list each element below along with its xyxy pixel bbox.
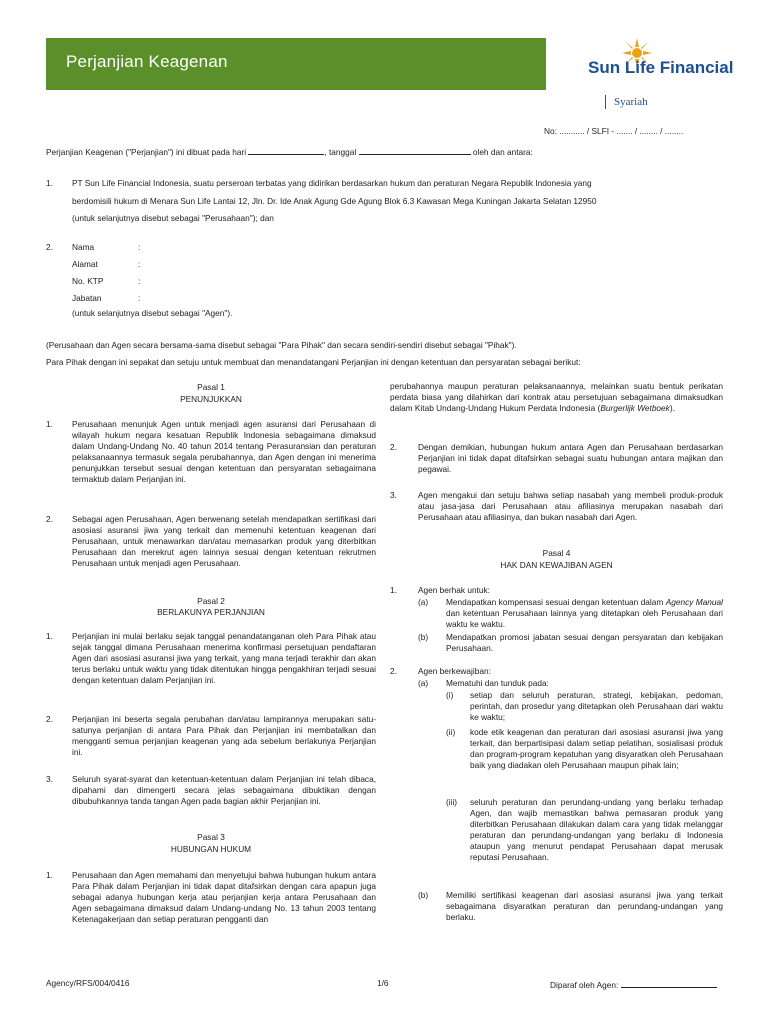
logo-wordmark: Sun Life Financial bbox=[588, 58, 734, 77]
pasal3-item-text: Perusahaan dan Agen memahami dan menyetujui bahwa hubungan hukum antara Para Pihak dalam Perjanjian ini tidak dapat ditafsirkan dengan cara apapun juga sebagai adanya hubungan kerja atau perjanjian kerja antara Perusahaan dan Agen sebagaimana dimaksud dalam Undang-undang No. 13 tahun 2003 tentang Ketenagakerjaan dan setiap peraturan pengganti dan bbox=[72, 870, 376, 924]
party2-field-label: Jabatan bbox=[72, 293, 102, 303]
pasal2-subtitle: BERLAKUNYA PERJANJIAN bbox=[157, 607, 265, 617]
pasal4-sub-text: Memiliki sertifikasi keagenan dari asosiasi asuransi jiwa yang terkait sebagaimana disyaratkan peraturan dan perundang-undangan yang berlaku. bbox=[446, 890, 723, 922]
pasal2-item-number: 3. bbox=[46, 774, 53, 784]
pasal4-subitem-text: kode etik keagenan dan peraturan dari asosiasi asuransi jiwa yang terkait, dan berpartisipasi dalam setiap pelatihan, sosialisasi produk dan program-program kepatuhan yang disyaratkan oleh Perusahaan baik yang diadakan oleh Perusahaan maupun pihak lain; bbox=[470, 727, 723, 770]
footer-reference: Agency/RFS/004/0416 bbox=[46, 978, 130, 988]
pasal4-sub-a-post: dan ketentuan Perusahaan lainnya yang ditetapkan oleh Perusahaan dari waktu ke waktu. bbox=[446, 608, 723, 629]
pasal4-sub-label: (b) bbox=[418, 632, 429, 642]
pasal4-item-number: 1. bbox=[390, 585, 397, 595]
pasal3-cont-post: ). bbox=[669, 403, 675, 413]
pasal1-title: Pasal 1 bbox=[197, 382, 225, 392]
agent-initial-blank bbox=[621, 978, 717, 988]
pasal1-item-text: Sebagai agen Perusahaan, Agen berwenang setelah mendapatkan sertifikasi dari asosiasi asuransi jiwa yang terkait dan memenuhi ketentuan keagenan dari Perusahaan, untuk menawarkan dan/atau memasarkan produk yang diterbitkan Perusahaan dan merekrut agen lainnya sesuai dengan ketentuan rekrutmen Perusahaan untuk menjadi agen Perusahaan. bbox=[72, 514, 376, 568]
party1-line2: berdomisili hukum di Menara Sun Life Lantai 12, Jln. Dr. Ide Anak Agung Gde Agung Blok 6.3 Kawasan Mega Kuningan Jakarta Selatan 12950 bbox=[72, 196, 597, 206]
pasal3-item-number: 1. bbox=[46, 870, 53, 880]
pasal2-item-text: Perjanjian ini mulai berlaku sejak tanggal penandatanganan oleh Para Pihak atau sejak tanggal dimana Perusahaan menerima konfirmasi persetujuan pendaftaran Agen dari asosiasi asuransi jiwa yang terkait, yang mana terjadi terakhir dan akan terus berlaku untuk waktu yang tidak ditentukan hingga pengakhiran terjadi sesuai dengan ketentuan dalam Perjanjian ini. bbox=[72, 631, 376, 685]
party2-field-label: No. KTP bbox=[72, 276, 104, 286]
pasal4-subitem-number: (ii) bbox=[446, 727, 456, 737]
pasal3-item-number: 3. bbox=[390, 490, 397, 500]
day-blank bbox=[248, 145, 324, 155]
header-banner bbox=[46, 38, 546, 90]
party1-line3: (untuk selanjutnya disebut sebagai "Perusahaan"); dan bbox=[72, 213, 274, 223]
document-title: Perjanjian Keagenan bbox=[66, 52, 228, 71]
pasal2-title: Pasal 2 bbox=[197, 596, 225, 606]
party2-field-colon: : bbox=[138, 276, 141, 286]
pasal2-item-text: Perjanjian ini beserta segala perubahan dan/atau lampirannya merupakan satu-satunya perjanjian di antara Para Pihak dan Perjanjian ini membatalkan dan mengganti semua perjanjian keagenan yang ada sebelum berlakunya Perjanjian ini. bbox=[72, 714, 376, 757]
pasal4-subitem-text: seluruh peraturan dan perundang-undang yang berlaku terhadap Agen, dan wajib memastikan bahwa pemasaran produk yang diterbitkan Perusahaan dilakukan dalam cara yang tidak melanggar peraturan dan perundang-undangan yang berlaku di Indonesia ataupun yang menurut pendapat Perusahaan dapat merusak reputasi Perusahaan. bbox=[470, 797, 723, 862]
pasal3-title: Pasal 3 bbox=[197, 832, 225, 842]
pasal4-subitem-number: (iii) bbox=[446, 797, 458, 807]
pasal4-sub-a-italic: Agency Manual bbox=[665, 597, 723, 607]
pasal2-item-number: 2. bbox=[46, 714, 53, 724]
party2-field-label: Nama bbox=[72, 242, 95, 252]
intro-line bbox=[46, 145, 726, 158]
pasal3-subtitle: HUBUNGAN HUKUM bbox=[170, 844, 252, 854]
pasal4-sub-text bbox=[446, 597, 723, 630]
pasal3-item-text: Dengan demikian, hubungan hukum antara Agen dan Perusahaan berdasarkan Perjanjian ini tidak dapat ditafsirkan sebagai suatu hubungan antara majikan dan pegawai. bbox=[418, 442, 723, 474]
party2-field-colon: : bbox=[138, 259, 141, 269]
date-blank bbox=[359, 145, 471, 155]
parties-note: (Perusahaan dan Agen secara bersama-sama disebut sebagai "Para Pihak" dan secara sendiri-sendiri disebut sebagai "Pihak"). bbox=[46, 340, 517, 350]
party2-field-colon: : bbox=[138, 242, 141, 252]
document-number: No: ........... / SLFI - ....... / ........ / ........ bbox=[544, 126, 684, 136]
pasal1-item-text: Perusahaan menunjuk Agen untuk menjadi agen asuransi dari Perusahaan di wilayah hukum negara kesatuan Republik Indonesia sebagaimana dimaksud dalam Undang-Undang No. 40 tahun 2014 tentang Perasuransian dan peraturan pelaksanaannya termasuk segala perubahannya, dan Agen dengan ini menerima penunjukkan tersebut sesuai dengan ketentuan dan persyaratan sebagaimana termaktub dalam Perjanjian ini. bbox=[72, 419, 376, 484]
pasal2-item-text: Seluruh syarat-syarat dan ketentuan-ketentuan dalam Perjanjian ini telah dibaca, dipahami dan dimengerti secara jelas sebagaimana dibuktikan dengan dibubuhkannya tanda tangan Agen pada bagian akhir Perjanjian ini. bbox=[72, 774, 376, 806]
intro-middle: , tanggal bbox=[324, 147, 357, 157]
pasal1-subtitle: PENUNJUKKAN bbox=[180, 394, 242, 404]
pasal4-title: Pasal 4 bbox=[542, 548, 571, 558]
pasal2-item-number: 1. bbox=[46, 631, 53, 641]
pasal4-sub-label: (b) bbox=[418, 890, 429, 900]
pasal4-subtitle: HAK DAN KEWAJIBAN AGEN bbox=[500, 560, 613, 570]
intro-before: Perjanjian Keagenan ("Perjanjian") ini dibuat pada hari bbox=[46, 147, 247, 157]
logo-syariah: Syariah bbox=[605, 95, 648, 109]
pasal4-subitem-number: (i) bbox=[446, 690, 454, 700]
agent-initial-label: Diparaf oleh Agen: bbox=[550, 980, 619, 990]
pasal4-sub-label: (a) bbox=[418, 678, 429, 688]
pasal4-sub-text: Mendapatkan promosi jabatan sesuai dengan persyaratan dan kebijakan Perusahaan. bbox=[446, 632, 723, 653]
pasal3-item-text: Agen mengakui dan setuju bahwa setiap nasabah yang membeli produk-produk atau jasa-jasa dari Perusahaan atau afiliasinya merupakan nasabah dari Perusahaan atau afiliasinya, dan bukan nasabah dari Agen. bbox=[418, 490, 723, 522]
party2-number: 2. bbox=[46, 242, 53, 252]
party2-field-colon: : bbox=[138, 293, 141, 303]
party1-number: 1. bbox=[46, 178, 53, 188]
party2-note: (untuk selanjutnya disebut sebagai "Agen"). bbox=[72, 308, 233, 318]
party2-field-label: Alamat bbox=[72, 259, 98, 269]
pasal3-item-number: 2. bbox=[390, 442, 397, 452]
intro-after: oleh dan antara: bbox=[472, 147, 533, 157]
page-number: 1/6 bbox=[377, 978, 389, 988]
pasal4-subitem-text: setiap dan seluruh peraturan, strategi, kebijakan, pedoman, perintah, dan prosedur yang ditetapkan oleh Perusahaan dari waktu ke waktu; bbox=[470, 690, 723, 722]
pasal4-sub-a-pre: Mendapatkan kompensasi sesuai dengan ketentuan dalam bbox=[446, 597, 666, 607]
pasal4-item-text: Agen berkewajiban: bbox=[418, 666, 491, 676]
pasal4-sub-label: (a) bbox=[418, 597, 429, 607]
pasal3-continuation bbox=[390, 381, 723, 414]
pasal4-sub-text: Mematuhi dan tunduk pada: bbox=[446, 678, 549, 688]
pasal1-item-number: 2. bbox=[46, 514, 53, 524]
agreement-line: Para Pihak dengan ini sepakat dan setuju untuk membuat dan menandatangani Perjanjian ini dengan ketentuan dan persyaratan sebagai berikut: bbox=[46, 357, 581, 367]
pasal3-cont-pre: perubahannya maupun peraturan pelaksanaannya, melainkan suatu bentuk perikatan perdata biasa yang dilahirkan dari kontrak atau persetujuan sebagaimana dimaksudkan dalam Kitab Undang-Undang Hukum Perdata Indonesia ( bbox=[390, 381, 723, 413]
agent-initial bbox=[550, 978, 717, 991]
company-logo bbox=[588, 38, 734, 118]
pasal1-item-number: 1. bbox=[46, 419, 53, 429]
pasal4-item-number: 2. bbox=[390, 666, 397, 676]
pasal4-item-text: Agen berhak untuk: bbox=[418, 585, 490, 595]
pasal3-cont-italic: Burgerlijk Wetboek bbox=[600, 403, 670, 413]
party1-line1: PT Sun Life Financial Indonesia, suatu perseroan terbatas yang didirikan berdasarkan hukum dan peraturan Negara Republik Indonesia yang bbox=[72, 178, 592, 188]
